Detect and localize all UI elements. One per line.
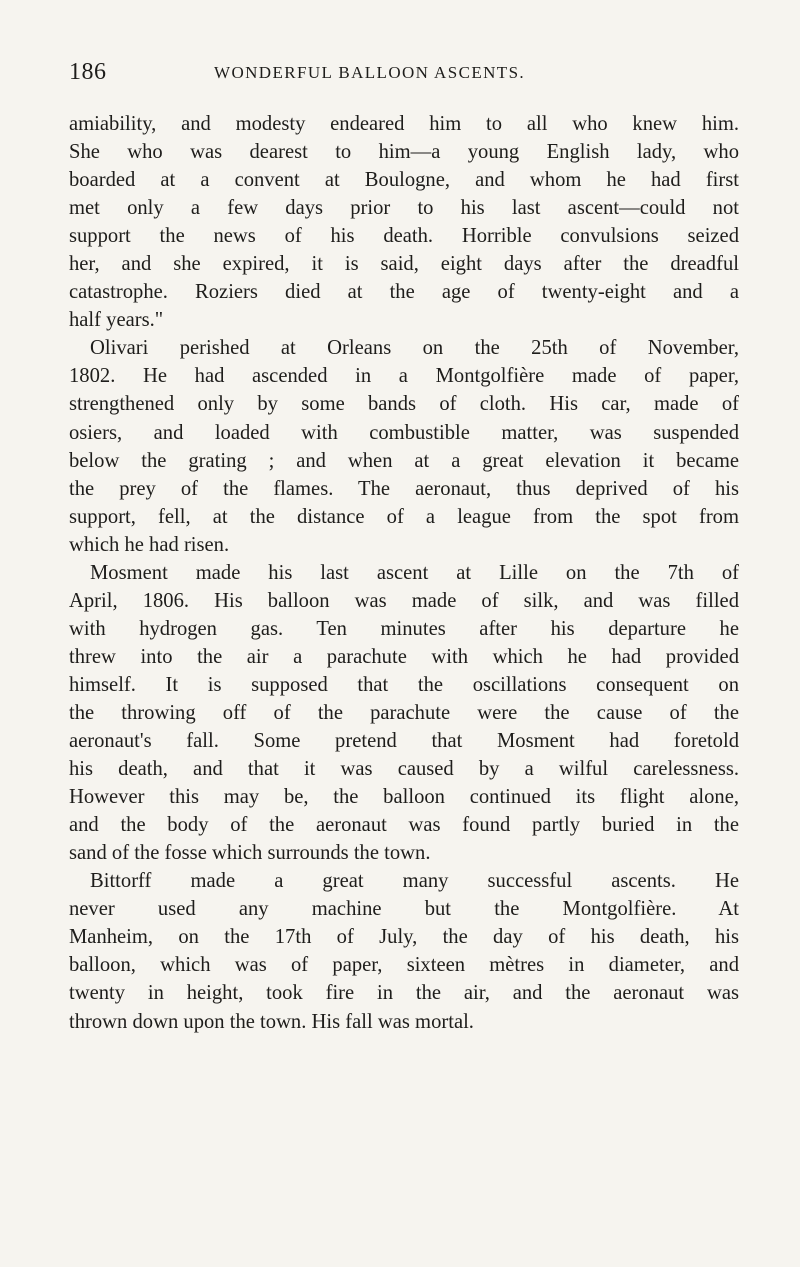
text-line: She who was dearest to him—a young English lady, who [69, 141, 739, 164]
text-line: 1802. He had ascended in a Montgolfière made of paper, [69, 365, 739, 388]
text-line: amiability, and modesty endeared him to all who knew him. [69, 113, 739, 135]
text-line: support the news of his death. Horrible convulsions seized [69, 225, 739, 248]
text-line: his death, and that it was caused by a wilful carelessness. [69, 758, 739, 781]
text-line: twenty in height, took fire in the air, and the aeronaut was [69, 982, 739, 1005]
text-line: never used any machine but the Montgolfière. At [69, 898, 739, 921]
text-line: met only a few days prior to his last ascent—could not [69, 197, 739, 220]
text-line: the prey of the flames. The aeronaut, thus deprived of his [69, 477, 739, 500]
running-title: WONDERFUL BALLOON ASCENTS. [214, 63, 526, 82]
text-line: and the body of the aeronaut was found partly buried in the [69, 814, 739, 837]
text-line: the throwing off of the parachute were the cause of the [69, 701, 739, 724]
text-line: catastrophe. Roziers died at the age of twenty-eight and a [69, 281, 739, 304]
text-line: himself. It is supposed that the oscillations consequent on [69, 673, 739, 696]
text-line: thrown down upon the town. His fall was mortal. [69, 1010, 474, 1033]
text-line: strengthened only by some bands of cloth. His car, made of [69, 393, 739, 416]
text-line: Bittorff made a great many successful ascents. He [90, 870, 739, 893]
text-line: boarded at a convent at Boulogne, and whom he had first [69, 169, 739, 192]
text-line: threw into the air a parachute with which he had provided [69, 645, 739, 668]
text-line: osiers, and loaded with combustible matter, was suspended [69, 421, 739, 444]
text-line: Mosment made his last ascent at Lille on the 7th of [90, 561, 739, 584]
text-line: Olivari perished at Orleans on the 25th of November, [90, 337, 739, 360]
text-line: which he had risen. [69, 533, 230, 556]
text-line: half years." [69, 309, 164, 332]
text-line: her, and she expired, it is said, eight days after the dreadful [69, 253, 739, 276]
text-line: April, 1806. His balloon was made of silk, and was filled [69, 589, 739, 612]
text-line: support, fell, at the distance of a league from the spot from [69, 505, 739, 528]
text-line: aeronaut's fall. Some pretend that Mosment had foretold [69, 730, 739, 753]
text-line: sand of the fosse which surrounds the town. [69, 842, 431, 865]
text-line: However this may be, the balloon continued its flight alone, [69, 786, 739, 809]
text-line: Manheim, on the 17th of July, the day of his death, his [69, 926, 739, 949]
text-line: below the grating ; and when at a great elevation it became [69, 449, 739, 472]
body-text [69, 110, 739, 1036]
text-line: with hydrogen gas. Ten minutes after his departure he [69, 617, 739, 640]
running-head [69, 60, 749, 84]
page-number: 186 [69, 59, 107, 85]
text-line: balloon, which was of paper, sixteen mètres in diameter, and [69, 954, 739, 977]
